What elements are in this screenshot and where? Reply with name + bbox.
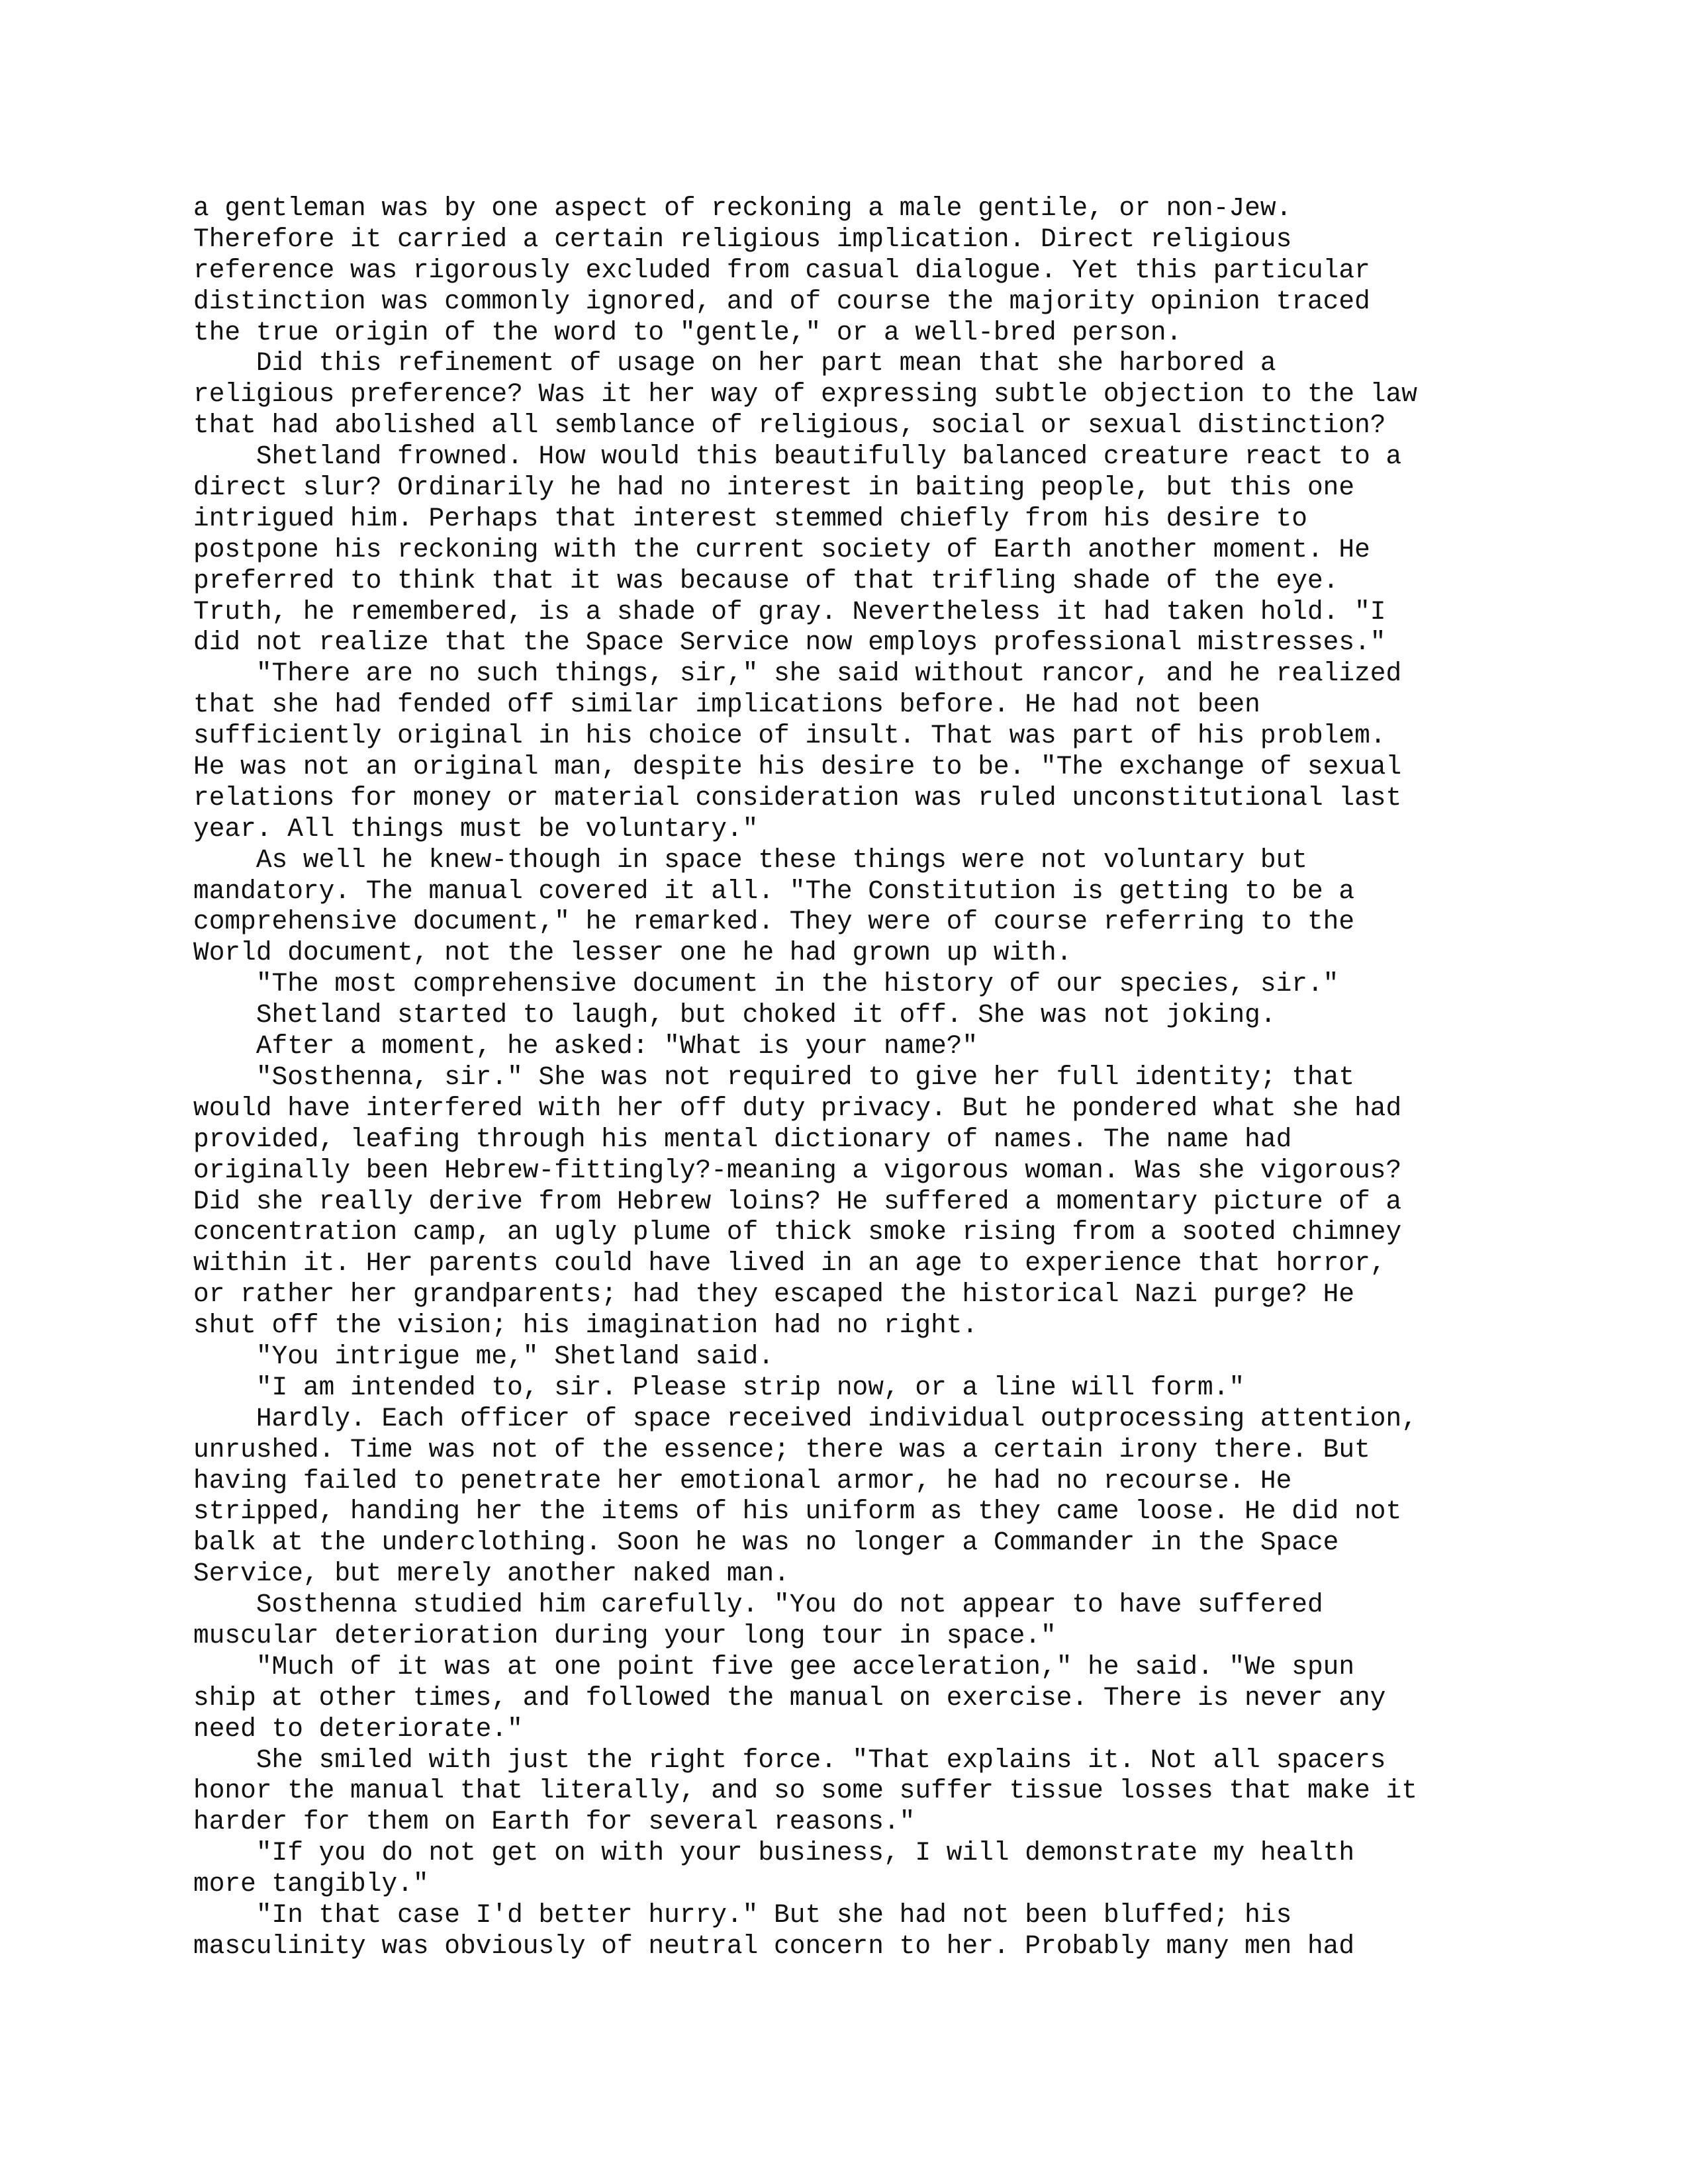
text-line: provided, leafing through his mental dictionary of names. The name had	[193, 1124, 1292, 1154]
text-line: having failed to penetrate her emotional armor, he had no recourse. He	[193, 1465, 1292, 1496]
text-line: Shetland started to laugh, but choked it off. She was not joking.	[193, 1000, 1276, 1030]
text-line: He was not an original man, despite his desire to be. "The exchange of sexual	[193, 752, 1402, 782]
text-line: reference was rigorously excluded from casual dialogue. Yet this particular	[193, 255, 1370, 285]
text-line: direct slur? Ordinarily he had no interest in baiting people, but this one	[193, 473, 1355, 503]
text-line: Shetland frowned. How would this beautifully balanced creature react to a	[193, 441, 1402, 472]
text-line: need to deteriorate."	[193, 1713, 523, 1744]
text-line: did not realize that the Space Service now employs professional mistresses."	[193, 627, 1386, 658]
text-line: As well he knew-though in space these things were not voluntary but	[193, 844, 1307, 875]
text-line: concentration camp, an ugly plume of thick smoke rising from a sooted chimney	[193, 1217, 1402, 1248]
text-line: Did she really derive from Hebrew loins? He suffered a momentary picture of a	[193, 1186, 1402, 1216]
text-line: Did this refinement of usage on her part mean that she harbored a	[193, 348, 1276, 379]
text-line: "Sosthenna, sir." She was not required to give her full identity; that	[193, 1062, 1355, 1092]
text-line: that she had fended off similar implications before. He had not been	[193, 690, 1260, 720]
text-line: Therefore it carried a certain religious implication. Direct religious	[193, 224, 1292, 254]
text-line: postpone his reckoning with the current society of Earth another moment. He	[193, 534, 1370, 565]
text-line: comprehensive document," he remarked. They were of course referring to the	[193, 907, 1355, 937]
text-line: ship at other times, and followed the manual on exercise. There is never any	[193, 1682, 1386, 1713]
text-line: relations for money or material consideration was ruled unconstitutional last	[193, 782, 1402, 813]
text-line: Truth, he remembered, is a shade of gray. Nevertheless it had taken hold. "I	[193, 596, 1386, 627]
text-line: would have interfered with her off duty privacy. But he pondered what she had	[193, 1093, 1402, 1123]
text-line: "In that case I'd better hurry." But she had not been bluffed; his	[193, 1899, 1292, 1930]
text-line: that had abolished all semblance of religious, social or sexual distinction?	[193, 410, 1386, 441]
text-line: World document, not the lesser one he had grown up with.	[193, 938, 1072, 968]
text-line: distinction was commonly ignored, and of course the majority opinion traced	[193, 286, 1370, 316]
text-line: After a moment, he asked: "What is your name?"	[193, 1031, 978, 1062]
text-line: "Much of it was at one point five gee acceleration," he said. "We spun	[193, 1651, 1355, 1682]
text-line: stripped, handing her the items of his uniform as they came loose. He did not	[193, 1496, 1402, 1527]
text-line: "You intrigue me," Shetland said.	[193, 1341, 774, 1371]
text-line: shut off the vision; his imagination had no right.	[193, 1310, 978, 1341]
text-line: "I am intended to, sir. Please strip now, or a line will form."	[193, 1372, 1245, 1402]
text-line: "The most comprehensive document in the history of our species, sir."	[193, 969, 1339, 999]
text-line: Hardly. Each officer of space received individual outprocessing attention,	[193, 1403, 1417, 1433]
text-line: unrushed. Time was not of the essence; there was a certain irony there. But	[193, 1434, 1370, 1465]
text-line: honor the manual that literally, and so some suffer tissue losses that make it	[193, 1776, 1417, 1806]
text-line: "If you do not get on with your business, I will demonstrate my health	[193, 1838, 1355, 1868]
text-line: "There are no such things, sir," she said without rancor, and he realized	[193, 659, 1402, 689]
text-line: mandatory. The manual covered it all. "The Constitution is getting to be a	[193, 876, 1355, 906]
text-line: intrigued him. Perhaps that interest stemmed chiefly from his desire to	[193, 503, 1307, 533]
text-line: within it. Her parents could have lived in an age to experience that horror,	[193, 1248, 1386, 1279]
text-line: masculinity was obviously of neutral concern to her. Probably many men had	[193, 1931, 1355, 1961]
text-line: a gentleman was by one aspect of reckoning a male gentile, or non-Jew.	[193, 193, 1292, 223]
text-line: preferred to think that it was because of that trifling shade of the eye.	[193, 565, 1339, 596]
text-line: year. All things must be voluntary."	[193, 813, 759, 844]
text-line: Sosthenna studied him carefully. "You do not appear to have suffered	[193, 1590, 1323, 1620]
text-line: more tangibly."	[193, 1869, 429, 1899]
body-text	[193, 193, 1517, 1962]
text-line: the true origin of the word to "gentle," or a well-bred person.	[193, 317, 1182, 347]
text-line: Service, but merely another naked man.	[193, 1559, 790, 1589]
text-line: muscular deterioration during your long tour in space."	[193, 1620, 1056, 1651]
text-line: originally been Hebrew-fittingly?-meaning a vigorous woman. Was she vigorous?	[193, 1155, 1402, 1185]
text-line: sufficiently original in his choice of insult. That was part of his problem.	[193, 721, 1386, 751]
text-line: religious preference? Was it her way of expressing subtle objection to the law	[193, 379, 1417, 410]
text-line: harder for them on Earth for several reasons."	[193, 1807, 915, 1837]
text-line: She smiled with just the right force. "That explains it. Not all spacers	[193, 1745, 1386, 1775]
text-line: or rather her grandparents; had they escaped the historical Nazi purge? He	[193, 1279, 1355, 1310]
text-line: balk at the underclothing. Soon he was no longer a Commander in the Space	[193, 1527, 1339, 1558]
